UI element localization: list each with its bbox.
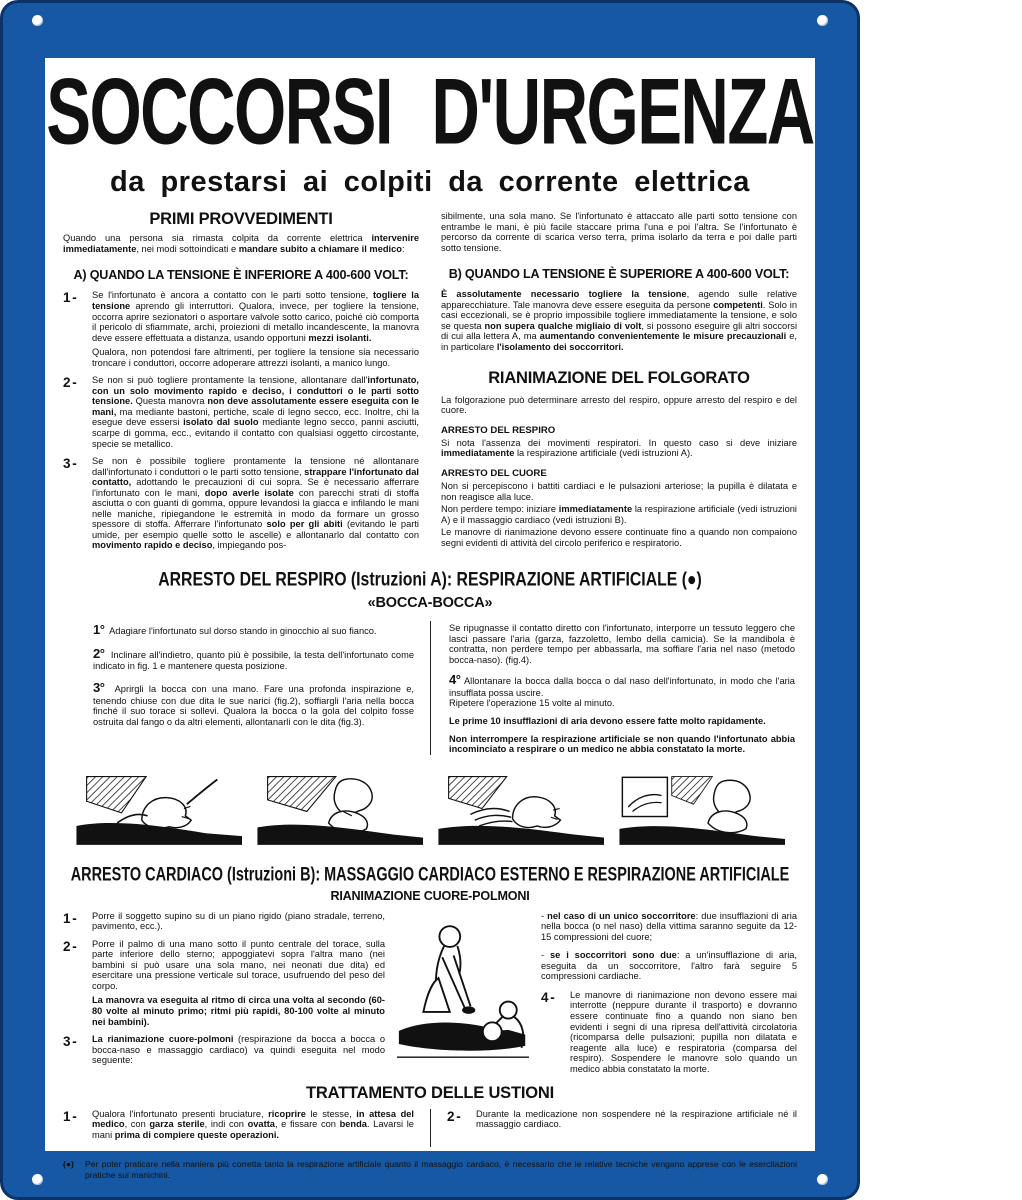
ustioni-section [63,1109,797,1148]
item-number: 2 - [63,375,76,391]
arresto-cuore-text: Non si percepiscono i battiti cardiaci e le pulsazioni arteriose; la pupilla è dilatata e non reagisce alla luce. [441,480,797,502]
step-item [93,647,414,672]
list-item [447,1109,797,1130]
cardiaco-section [63,911,797,1082]
item-text: Porre il soggetto supino su di un piano rigido (piano stradale, terreno, pavimento, ecc.). [92,910,385,932]
continuation-text: sibilmente, una sola mano. Se l'infortunato è attaccato alle parti sotto tensione con entrambe le mani, è più facile staccare prima l'una e poi l'altra. Se l'infortunato è percorso da corrente di scarica verso terra, prima isolarlo da terra e poi dalle parti sotto tensione. [441,211,797,253]
footnote-marker: (●) [63,1159,74,1170]
screw-hole-top-right-icon [817,15,828,26]
page-title [46,58,814,164]
arresto-cuore-text: Le manovre di rianimazione devono essere continuate fino a quando non compaiono segni evidenti di attività del circolo periferico e respiratorio. [441,527,797,548]
primi-heading: PRIMI PROVVEDIMENTI [149,210,333,228]
rapid-insufflations-note: Le prime 10 insufflazioni di aria devono essere fatte molto rapidamente. [449,716,766,727]
section-b-heading: B) QUANDO LA TENSIONE È SUPERIORE A 400-600 VOLT: [448,267,790,282]
fig1-head-tilt-illustration [75,763,242,857]
screw-hole-bottom-left-icon [32,1174,43,1185]
ustioni-left [63,1109,430,1148]
step-number: 2° [93,645,105,661]
list-item [541,990,797,1074]
step-number: 1° [93,621,105,637]
step-text: Adagiare l'infortunato sul dorso stando in ginocchio al suo fianco. [109,625,377,636]
fig3-clear-mouth-illustration [437,763,604,857]
respirazione-figures-row [63,763,797,857]
folgorato-heading: RIANIMAZIONE DEL FOLGORATO [488,369,750,388]
primi-provvedimenti-section [63,211,797,558]
two-rescuers-note: - se i soccorritori sono due: a un'insufflazione di aria, eseguita da un soccorritore, l'altro farà seguire 5 compressioni cardiache. [541,950,798,982]
item-text: Qualora l'infortunato presenti bruciature, ricoprire le stesse, in attesa del medico, con garza sterile, indi con ovatta, e fissare con benda. Lavarsi le mani prima di compiere queste operazioni. [92,1108,415,1140]
list-item [63,375,419,449]
primi-right-column [441,211,797,558]
item-number: 2 - [447,1108,460,1124]
compression-rate-note: La manovra va eseguita al ritmo di circa una volta al secondo (60-80 volte al minuto primo; ritmi più rapidi, 80-100 volte al minuto nei bambini). [92,995,385,1027]
arresto-respiro-heading: ARRESTO DEL RESPIRO [441,424,556,436]
primi-left-column [63,211,419,558]
item-number: 1 - [63,290,76,306]
section-a-heading: A) QUANDO LA TENSIONE È INFERIORE A 400-600 VOLT: [73,268,409,283]
step-number: 3° [93,680,105,696]
single-rescuer-note: - nel caso di un unico soccorritore: due insufflazioni di aria nella bocca (o nel naso) della vittima saranno seguite da 12-15 compressioni del cuore; [541,910,797,942]
item-number: 1 - [63,910,76,926]
poster-panel [45,58,815,1180]
primi-intro: Quando una persona sia rimasta colpita da corrente elettrica intervenire immediatamente, nei modi sottoindicati e mandare subito a chiamare il medico: [63,233,419,254]
list-item [63,456,419,551]
step-text: Inclinare all'indietro, quanto più è possibile, la testa dell'infortunato come indicato in fig. 1 e mantenere questa posizione. [93,649,414,672]
respirazione-columns [63,621,797,755]
cardiaco-left-column [63,911,385,1082]
fig2-pinch-nose-blow-illustration [256,763,423,857]
item-number: 1 - [63,1108,76,1124]
item-text: Le manovre di rianimazione non devono essere mai interrotte (neppure durante il trasporto) e dovranno essere continuate fino a quando non siano ben evidenti i segni di una ripresa dell'attività circolatoria (ricomparsa delle pulsazioni; pupilla non dilatata e reagente alla luce) e respiratoria (comparsa del respiro). Sospendere le manovre solo quando un medico abbia constatato la morte. [570,989,797,1074]
cardiaco-heading: ARRESTO CARDIACO (Istruzioni B): MASSAGGIO CARDIACO ESTERNO E RESPIRAZIONE ARTIFICIALE [70,863,790,885]
item-text: Qualora, non potendosi fare altrimenti, per togliere la tensione sia necessario troncare i conduttori, occorre adoperare attrezzi isolanti, a manico lungo. [92,347,419,368]
item-number: 2 - [63,938,76,954]
title-text: SOCCORSI D'URGENZA [46,58,814,164]
cpr-two-rescuers-illustration [397,919,529,1071]
item-number: 3 - [63,1034,76,1050]
item-number: 3 - [63,456,76,472]
respirazione-right-column [430,621,797,755]
respirazione-heading: ARRESTO DEL RESPIRO (Istruzioni A): RESPIRAZIONE ARTIFICIALE (●) [158,568,702,591]
folgorato-intro: La folgorazione può determinare arresto del respiro, oppure arresto del respiro e del cuore. [441,394,797,416]
footnote [63,1159,797,1180]
list-item [63,290,419,368]
arresto-cuore-heading: ARRESTO DEL CUORE [441,467,547,479]
cardiaco-right-column [541,911,797,1082]
section-b-text: È assolutamente necessario togliere la tensione, agendo sulle relative apparecchiature. Tale manovra deve essere eseguita da persone competenti. Solo in casi eccezionali, se è proprio impossibile togliere immediatamente la tensione, e solo se questa non supera qualche migliaio di volt, si possono eseguire gli altri soccorsi di cui alla lettera A, ma aumentando convenientemente le misure precauzionali e, in particolare l'isolamento dei soccorritori. [441,289,798,352]
list-item [63,911,385,932]
step-text: Ripetere l'operazione 15 volte al minuto. [449,698,615,709]
list-item [63,1034,385,1066]
step-item [93,623,414,638]
footnote-text: Per poter praticare nella maniera più corretta tanto la respirazione artificiale quanto il massaggio cardiaco, è necessario che le relative tecniche vengano apprese con le esercitazioni pratiche sui manichini. [85,1159,797,1180]
do-not-interrupt-note: Non interrompere la respirazione artificiale se non quando l'infortunato abbia incominciato a respirare o un medico ne abbia constatato la morte. [449,733,795,755]
cuore-polmoni-subheading: RIANIMAZIONE CUORE-POLMONI [330,888,530,903]
arresto-respiro-text: Si nota l'assenza dei movimenti respiratori. In questo caso si deve iniziare immediatamente la respirazione artificiale (vedi istruzioni A). [441,437,797,459]
item-text: Se l'infortunato è ancora a contatto con le parti sotto tensione, togliere la tensione aprendo gli interruttori. Qualora, invece, per togliere la tensione, occorra aprire sezionatori o asportare valvole sotto carico, poiché ciò comporta il pericolo di sfiammate, archi, proiezioni di metallo incandescente, la manovra deve essere effettuata a distanza, usando opportuni mezzi isolanti. [92,290,419,343]
ustioni-right [430,1109,797,1148]
item-text: Porre il palmo di una mano sotto il punto centrale del torace, sulla parte inferiore dello sterno; appoggiatevi sopra l'altra mano (nei bambini si può usare una sola mano, nei neonati due dita) ed esercitare una pressione verticale sul torace, usufruendo del peso del corpo. [92,938,385,991]
step-text: Aprirgli la bocca con una mano. Fare una profonda inspirazione e, tenendo chiuse con due dita le sue narici (fig.2), soffiargli l'aria nella bocca finché il suo torace si sollevi. Qualora la bocca o la gola del colpito fosse ostruita dal fango o da altri elementi, allontanarli con le dita (fig.3). [93,684,415,727]
item-text: Se non si può togliere prontamente la tensione, allontanare dall'infortunato, con un solo movimento rapido e deciso, i conduttori o le parti sotto tensione. Questa manovra non deve assolutamente essere eseguita con le mani, ma mediante bastoni, pertiche, scale di legno secco, ecc. Inoltre, chi la esegue deve essersi isolato dal suolo mediante legno secco, panni asciutti, scarpe di gomma, ecc., evitando il contatto con qualsiasi oggetto circostante, specie se metallico. [92,375,419,449]
item-text: La rianimazione cuore-polmoni (respirazione da bocca a bocca o bocca-naso e massaggio cardiaco) va quindi eseguita nel modo seguente: [92,1034,385,1066]
respirazione-left-column [63,621,430,755]
step-text: Allontanare la bocca dalla bocca o dal naso dell'infortunato, in modo che l'aria insufflata possa uscire. [449,676,795,698]
list-item [63,939,385,1027]
item-text: Se non è possibile togliere prontamente la tensione né allontanare dall'infortunato i conduttori o le parti sotto tensione, strappare l'infortunato dal contatto, adottando le precauzioni di cui sopra. Se è necessario afferrare l'infortunato con le mani, dopo averle isolate con parecchi strati di stoffa asciutta o con guanti di gomma, oppure levandosi la giacca e infilando le mani nelle maniche, ripiegandone le estremità in modo da formare un grosso spessore di stoffa. Afferrare l'infortunato solo per gli abiti (evitando le parti umide, per esempio quelle sotto le ascelle) e allontanarlo dal contatto con movimento rapido e deciso, impiegando pos- [92,456,419,551]
step-item [449,673,795,698]
step-item [93,681,414,727]
item-text: Durante la medicazione non sospendere né la respirazione artificiale né il massaggio cardiaco. [476,1108,797,1130]
arresto-cuore-text: Non perdere tempo: iniziare immediatamente la respirazione artificiale (vedi istruzioni A) e il massaggio cardiaco (vedi istruzioni B). [441,504,797,525]
page-subtitle: da prestarsi ai colpiti da corrente elettrica [110,166,750,198]
list-item [63,1109,414,1141]
respirazione-right-intro: Se ripugnasse il contatto diretto con l'infortunato, interporre un tessuto leggero che lasci passare l'aria (garza, fazzoletto, lembo della camicia). Se la mandibola è contratta, non perdere tempo per abbassarla, ma soffiare l'aria nel naso (metodo bocca-naso). (fig.4). [449,622,795,665]
screw-hole-bottom-right-icon [817,1174,828,1185]
ustioni-heading: TRATTAMENTO DELLE USTIONI [306,1084,554,1103]
screw-hole-top-left-icon [32,15,43,26]
bocca-bocca-subheading: «BOCCA-BOCCA» [367,594,493,611]
fig4-mouth-to-nose-illustration [618,763,785,857]
item-number: 4 - [541,989,554,1005]
step-number: 4° [449,672,461,688]
